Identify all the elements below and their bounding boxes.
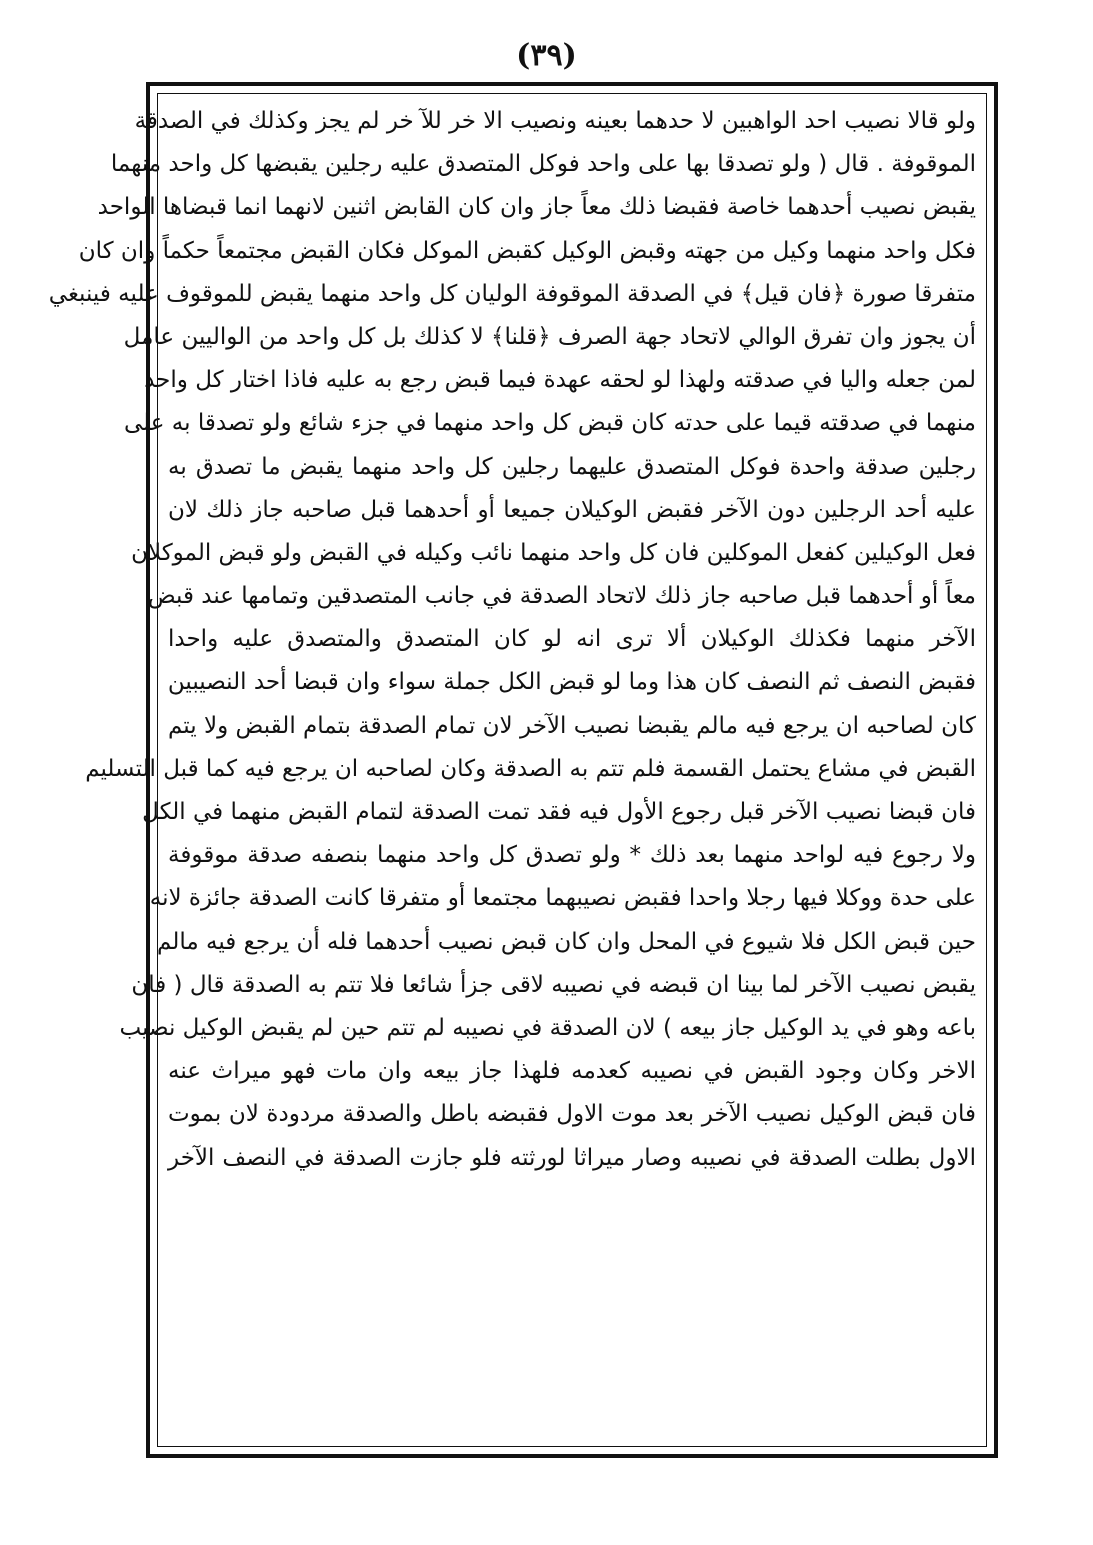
body-text: [48, 100, 976, 1440]
text-line: فان قبض الوكيل نصيب الآخر بعد موت الاول فقبضه باطل والصدقة مردودة لان بموت: [168, 1101, 976, 1128]
page-number: (٣٩): [516, 38, 577, 73]
text-line: عليه أحد الرجلين دون الآخر فقبض الوكيلان جميعا أو أحدهما قبل صاحبه جاز ذلك لان: [168, 496, 976, 523]
text-line: الآخر منهما فكذلك الوكيلان ألا ترى انه لو كان المتصدق والمتصدق عليه واحدا: [168, 626, 976, 653]
text-line: لمن جعله واليا في صدقته ولهذا لو لحقه عهدة فيما قبض رجع به عليه فاذا اختار كل واحد: [144, 367, 976, 394]
text-line: فكل واحد منهما وكيل من جهته وقبض الوكيل كقبض الموكل فكان القبض مجتمعاً حكماً وان كان: [78, 237, 976, 264]
text-line: فان قبضا نصيب الآخر قبل رجوع الأول فيه فقد تمت الصدقة لتمام القبض منهما في الكل: [142, 799, 976, 825]
text-line: ولو قالا نصيب احد الواهبين لا حدهما بعينه ونصيب الا خر للآ خر لم يجز وكذلك في الصدقة: [134, 108, 976, 134]
text-line: ولا رجوع فيه لواحد منهما بعد ذلك * ولو تصدق كل واحد منهما بنصفه صدقة موقوفة: [168, 842, 976, 869]
text-line: متفرقا صورة ﴿فان قيل﴾ في الصدقة الموقوفة الوليان كل واحد منهما يقبض للموقوف عليه فينبغي: [48, 280, 976, 307]
text-line: رجلين صدقة واحدة فوكل المتصدق عليهما رجلين كل واحد منهما يقبض ما تصدق به: [168, 453, 976, 480]
text-line: باعه وهو في يد الوكيل جاز بيعه ) لان الصدقة في نصيبه لم تتم حين لم يقبض الوكيل نصيب: [119, 1014, 976, 1041]
text-line: فعل الوكيلين كفعل الموكلين فان كل واحد منهما نائب وكيله في القبض ولو قبض الموكلان: [131, 539, 976, 566]
text-line: أن يجوز وان تفرق الوالي لاتحاد جهة الصرف ﴿قلنا﴾ لا كذلك بل كل واحد من الواليين عامل: [123, 323, 976, 350]
text-line: يقبض نصيب أحدهما خاصة فقبضا ذلك معاً جاز وان كان القابض اثنين لانهما انما قبضاها الواحد: [97, 194, 976, 221]
text-line: فقبض النصف ثم النصف كان هذا وما لو قبض الكل جملة سواء وان قبضا أحد النصيبين: [167, 669, 976, 696]
text-line: معاً أو أحدهما قبل صاحبه جاز ذلك لاتحاد الصدقة في جانب المتصدقين وتمامها عند قبض: [147, 583, 976, 610]
text-line: على حدة ووكلا فيها رجلا واحدا فقبض نصيبهما مجتمعا أو متفرقا كانت الصدقة جائزة لانه: [149, 885, 976, 912]
text-line: كان لصاحبه ان يرجع فيه مالم يقبضا نصيب الآخر لان تمام الصدقة بتمام القبض ولا يتم: [168, 712, 976, 739]
text-line: منهما في صدقته قيما على حدته كان قبض كل واحد منهما في جزء شائع ولو تصدقا به على: [123, 410, 976, 437]
text-line: حين قبض الكل فلا شيوع في المحل وان كان قبض نصيب أحدهما فله أن يرجع فيه مالم: [157, 928, 976, 955]
text-line: الموقوفة . قال ( ولو تصدقا بها على واحد فوكل المتصدق عليه رجلين يقبضها كل واحد منهما: [110, 151, 976, 178]
text-line: [168, 1180, 976, 1223]
text-line: الاخر وكان وجود القبض في نصيبه كعدمه فلهذا جاز بيعه وان مات فهو ميراث عنه: [168, 1058, 976, 1085]
text-line: الاول بطلت الصدقة في نصيبه وصار ميراثا لورثته فلو جازت الصدقة في النصف الآخر: [168, 1144, 976, 1171]
text-line: يقبض نصيب الآخر لما بينا ان قبضه في نصيبه لاقى جزأ شائعا فلا تتم به الصدقة قال ( فان: [131, 971, 976, 998]
text-line: القبض في مشاع يحتمل القسمة فلم تتم به الصدقة وكان لصاحبه ان يرجع فيه كما قبل التسليم: [85, 755, 976, 782]
